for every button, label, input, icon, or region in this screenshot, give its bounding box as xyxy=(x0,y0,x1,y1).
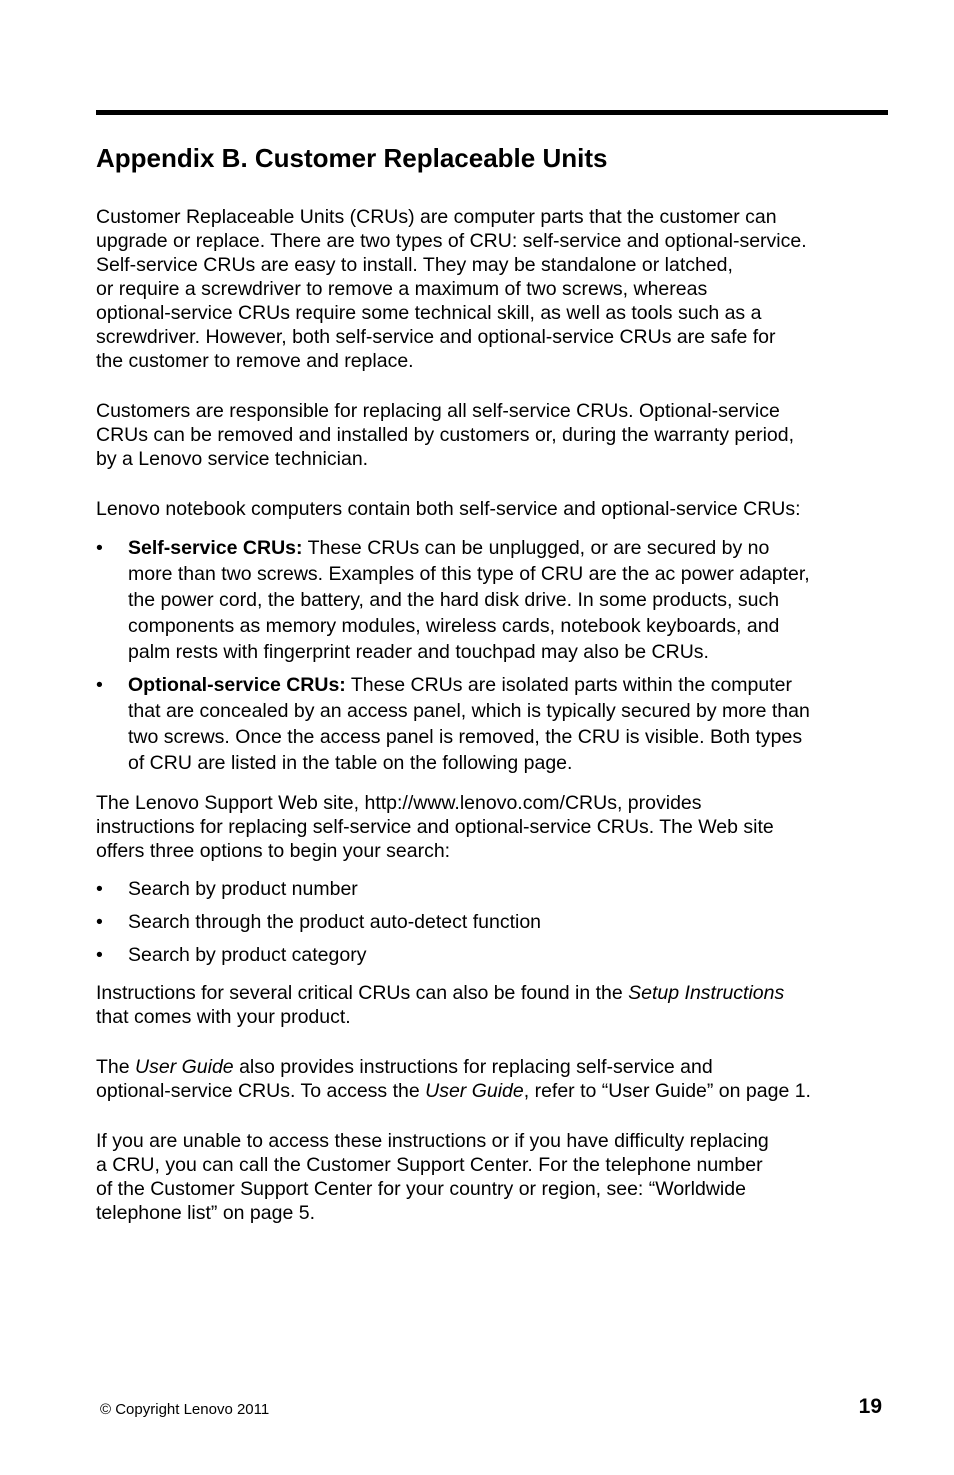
list-item xyxy=(96,910,896,934)
setup-instructions-title: Setup Instructions xyxy=(628,982,785,1004)
text-line xyxy=(96,1055,896,1079)
cru-types-intro: Lenovo notebook computers contain both self-service and optional-service CRUs: xyxy=(96,498,801,520)
text-line: These CRUs are isolated parts within the computer xyxy=(350,674,793,696)
text-line: a CRU, you can call the Customer Support Center. For the telephone number xyxy=(96,1154,763,1176)
page-title: Appendix B. Customer Replaceable Units xyxy=(96,143,608,173)
text-line: CRUs can be removed and installed by customers or, during the warranty period, xyxy=(96,424,795,446)
support-site-paragraph xyxy=(96,791,896,863)
text-line: offers three options to begin your search: xyxy=(96,840,451,862)
text-line: of the Customer Support Center for your country or region, see: “Worldwide xyxy=(96,1178,746,1200)
text-line: These CRUs can be unplugged, or are secured by no xyxy=(307,537,770,559)
intro-paragraph xyxy=(96,205,896,373)
bullet-icon: • xyxy=(96,878,103,900)
text-line: of CRU are listed in the table on the following page. xyxy=(128,752,573,774)
search-option: Search by product category xyxy=(128,944,367,966)
text-run: , refer to “User Guide” on page 1. xyxy=(523,1080,811,1102)
text-line: Customers are responsible for replacing all self-service CRUs. Optional-service xyxy=(96,400,780,422)
list-item xyxy=(96,877,896,901)
text-run: optional-service CRUs. To access the xyxy=(96,1080,426,1102)
text-line: or require a screwdriver to remove a maximum of two screws, whereas xyxy=(96,278,708,300)
text-run: also provides instructions for replacing self-service and xyxy=(233,1056,713,1078)
user-guide-paragraph xyxy=(96,1055,896,1103)
user-guide-title: User Guide xyxy=(135,1056,234,1078)
search-option: Search by product number xyxy=(128,878,358,900)
text-line xyxy=(96,981,896,1005)
cru-types-list xyxy=(96,535,896,776)
text-line: telephone list” on page 5. xyxy=(96,1202,315,1224)
text-line: If you are unable to access these instructions or if you have difficulty replacing xyxy=(96,1130,769,1152)
text-line: Customer Replaceable Units (CRUs) are computer parts that the customer can xyxy=(96,206,777,228)
text-line: optional-service CRUs require some technical skill, as well as tools such as a xyxy=(96,302,762,324)
text-line: Self-service CRUs are easy to install. They may be standalone or latched, xyxy=(96,254,733,276)
search-options-list xyxy=(96,877,896,967)
responsibility-paragraph xyxy=(96,399,896,471)
header-rule xyxy=(96,110,888,115)
text-line: components as memory modules, wireless cards, notebook keyboards, and xyxy=(128,615,780,637)
page-number: 19 xyxy=(858,1395,882,1418)
text-line: by a Lenovo service technician. xyxy=(96,448,369,470)
text-line: more than two screws. Examples of this type of CRU are the ac power adapter, xyxy=(128,563,810,585)
text-run: Instructions for several critical CRUs can also be found in the xyxy=(96,982,629,1004)
text-line: palm rests with fingerprint reader and touchpad may also be CRUs. xyxy=(128,641,709,663)
list-item-optional-service xyxy=(96,672,896,776)
page-content xyxy=(96,205,896,1225)
text-line: upgrade or replace. There are two types of CRU: self-service and optional-service. xyxy=(96,230,807,252)
user-guide-title: User Guide xyxy=(425,1080,524,1102)
bullet-icon: • xyxy=(96,537,103,559)
term-self-service: Self-service CRUs: xyxy=(128,537,303,559)
text-run: The xyxy=(96,1056,136,1078)
text-line: that are concealed by an access panel, which is typically secured by more than xyxy=(128,700,810,722)
list-item-self-service xyxy=(96,535,896,665)
text-line: the power cord, the battery, and the hard disk drive. In some products, such xyxy=(128,589,780,611)
term-optional-service: Optional-service CRUs: xyxy=(128,674,346,696)
bullet-icon: • xyxy=(96,944,103,966)
setup-instructions-paragraph xyxy=(96,981,896,1029)
text-line: instructions for replacing self-service and optional-service CRUs. The Web site xyxy=(96,816,774,838)
text-line xyxy=(96,1079,896,1103)
search-option: Search through the product auto-detect function xyxy=(128,911,542,933)
bullet-icon: • xyxy=(96,674,103,696)
text-line: screwdriver. However, both self-service and optional-service CRUs are safe for xyxy=(96,326,776,348)
support-center-paragraph xyxy=(96,1129,896,1225)
text-line: two screws. Once the access panel is removed, the CRU is visible. Both types xyxy=(128,726,803,748)
list-item xyxy=(96,943,896,967)
bullet-icon: • xyxy=(96,911,103,933)
text-line: The Lenovo Support Web site, http://www.lenovo.com/CRUs, provides xyxy=(96,792,702,814)
text-line: the customer to remove and replace. xyxy=(96,350,414,372)
copyright-notice: © Copyright Lenovo 2011 xyxy=(100,1401,270,1418)
text-line: that comes with your product. xyxy=(96,1006,351,1028)
